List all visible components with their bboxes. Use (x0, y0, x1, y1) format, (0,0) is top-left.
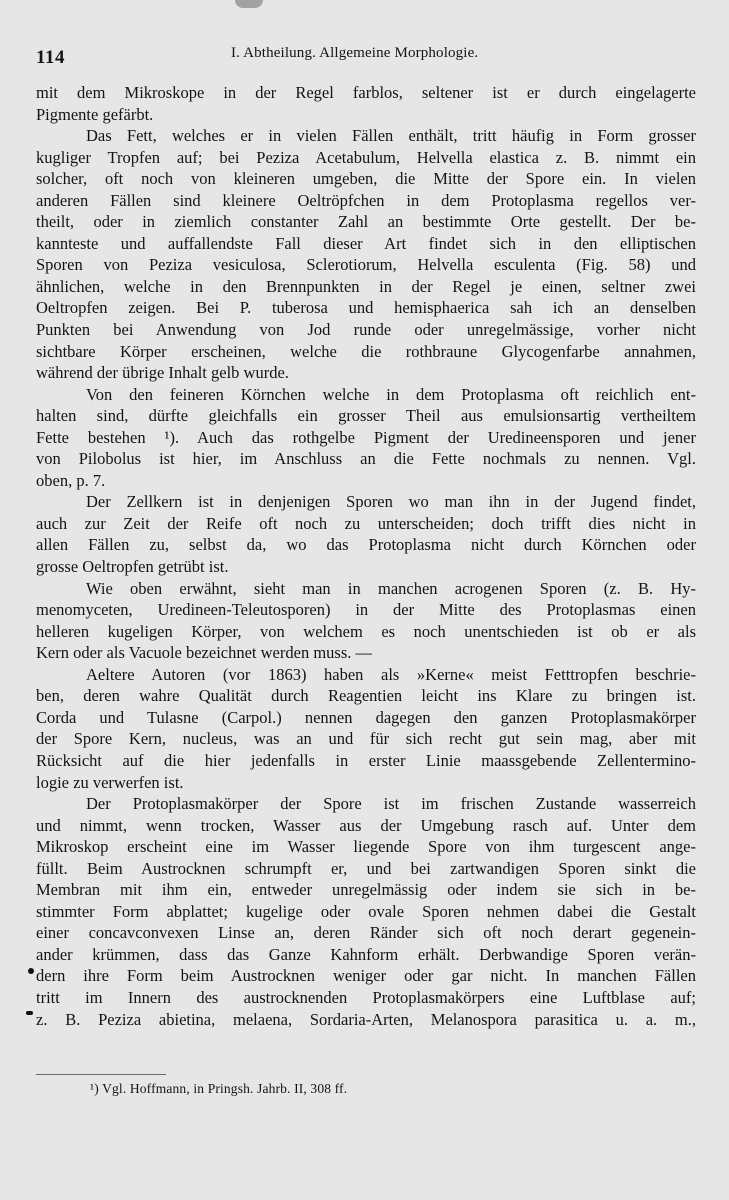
text-line: einer concavconvexen Linse an, deren Ränder sich oft noch derart gegenein- (36, 923, 696, 943)
text-line: halten sind, dürfte gleichfalls ein grosser Theil aus emulsionsartig vertheiltem (36, 406, 696, 426)
text-line: theilt, oder in ziemlich constanter Zahl an bestimmte Orte gestellt. Der be- (36, 212, 696, 232)
text-line: menomyceten, Uredineen-Teleutosporen) in der Mitte des Protoplasmas einen (36, 600, 696, 620)
ink-smudge (235, 0, 263, 8)
text-line: von Pilobolus ist hier, im Anschluss an die Fette nochmals zu nennen. Vgl. (36, 449, 696, 469)
text-line: und nimmt, wenn trocken, Wasser aus der Umgebung rasch auf. Unter dem (36, 815, 696, 835)
ink-spot (28, 968, 34, 974)
text-line: grosse Oeltropfen getrübt ist. (36, 557, 229, 577)
paragraph-start-line: Aeltere Autoren (vor 1863) haben als »Kerne« meist Fetttropfen beschrie- (86, 664, 696, 684)
text-line: ander krümmen, dass das Ganze Kahnform erhält. Derbwandige Sporen verän- (36, 944, 696, 964)
text-line: oben, p. 7. (36, 470, 106, 490)
text-line: Membran mit ihm ein, entweder unregelmässig oder indem sie sich in be- (36, 880, 696, 900)
text-line: Sporen von Peziza vesiculosa, Sclerotiorum, Helvella esculenta (Fig. 58) und (36, 255, 696, 275)
running-head: I. Abtheilung. Allgemeine Morphologie. (231, 45, 479, 61)
text-line: Kern oder als Vacuole bezeichnet werden muss. — (36, 643, 372, 663)
text-line: Rücksicht auf die hier jedenfalls in erster Linie maassgebende Zellentermino- (36, 750, 696, 770)
text-line: kugliger Tropfen auf; bei Peziza Acetabulum, Helvella elastica z. B. nimmt ein (36, 147, 696, 167)
footnote-divider (36, 1074, 166, 1075)
text-line: füllt. Beim Austrocknen schrumpft er, und bei zartwandigen Sporen sinkt die (36, 858, 696, 878)
text-line: der Spore Kern, nucleus, was an und für sich recht gut sein mag, aber mit (36, 729, 696, 749)
page-header (36, 45, 696, 69)
text-line: solcher, oft noch von kleineren umgeben, die Mitte der Spore ein. In vielen (36, 169, 696, 189)
text-line: anderen Fällen sind kleinere Oeltröpfchen in dem Protoplasma regellos ver- (36, 190, 696, 210)
text-line: Fette bestehen ¹). Auch das rothgelbe Pigment der Uredineensporen und jener (36, 427, 696, 447)
text-line: logie zu verwerfen ist. (36, 772, 184, 792)
paragraph-start-line: Der Protoplasmakörper der Spore ist im frischen Zustande wasserreich (86, 794, 696, 814)
text-line: Oeltropfen zeigen. Bei P. tuberosa und hemisphaerica sah ich an denselben (36, 298, 696, 318)
text-line: sichtbare Körper erscheinen, welche die rothbraune Glycogenfarbe annahmen, (36, 341, 696, 361)
paragraph-start-line: Wie oben erwähnt, sieht man in manchen acrogenen Sporen (z. B. Hy- (86, 578, 696, 598)
page-number: 114 (36, 47, 65, 68)
text-line: kannteste und auffallendste Fall dieser Art findet sich in den elliptischen (36, 233, 696, 253)
text-line: ben, deren wahre Qualität durch Reagentien leicht ins Klare zu bringen ist. (36, 686, 696, 706)
paragraph-start-line: Von den feineren Körnchen welche in dem Protoplasma oft reichlich ent- (86, 384, 696, 404)
text-line: stimmter Form abplattet; kugelige oder ovale Sporen nehmen dabei die Gestalt (36, 901, 696, 921)
text-line: mit dem Mikroskope in der Regel farblos, seltener ist er durch eingelagerte (36, 83, 696, 102)
text-line: auch zur Zeit der Reife oft noch zu unterscheiden; doch trifft dies nicht in (36, 513, 696, 533)
paragraph-start-line: Das Fett, welches er in vielen Fällen enthält, tritt häufig in Form grosser (86, 126, 696, 146)
text-line: Pigmente gefärbt. (36, 104, 154, 124)
text-line: Mikroskop erscheint eine im Wasser liegende Spore von ihm turgescent ange- (36, 837, 696, 857)
text-line: Punkten bei Anwendung von Jod runde oder unregelmässige, vorher nicht (36, 320, 696, 340)
text-line: allen Fällen zu, selbst da, wo das Protoplasma nicht durch Körnchen oder (36, 535, 696, 555)
text-line: während der übrige Inhalt gelb wurde. (36, 363, 289, 383)
text-line: z. B. Peziza abietina, melaena, Sordaria-Arten, Melanospora parasitica u. a. m., (36, 1009, 696, 1029)
text-line: ähnlichen, welche in den Brennpunkten in der Regel je einen, seltner zwei (36, 276, 696, 296)
text-line: dern ihre Form beim Austrocknen weniger oder gar nicht. In manchen Fällen (36, 966, 696, 986)
body-text (36, 82, 696, 1030)
ink-spot (26, 1011, 33, 1015)
text-line: helleren kugeligen Körper, von welchem es noch unentschieden ist ob er als (36, 621, 696, 641)
footnote: ¹) Vgl. Hoffmann, in Pringsh. Jahrb. II, 308 ff. (90, 1081, 348, 1096)
paragraph-start-line: Der Zellkern ist in denjenigen Sporen wo man ihn in der Jugend findet, (86, 492, 696, 512)
text-line: Corda und Tulasne (Carpol.) nennen dagegen den ganzen Protoplasmakörper (36, 707, 696, 727)
text-line: tritt im Innern des austrocknenden Protoplasmakörpers eine Luftblase auf; (36, 987, 696, 1007)
